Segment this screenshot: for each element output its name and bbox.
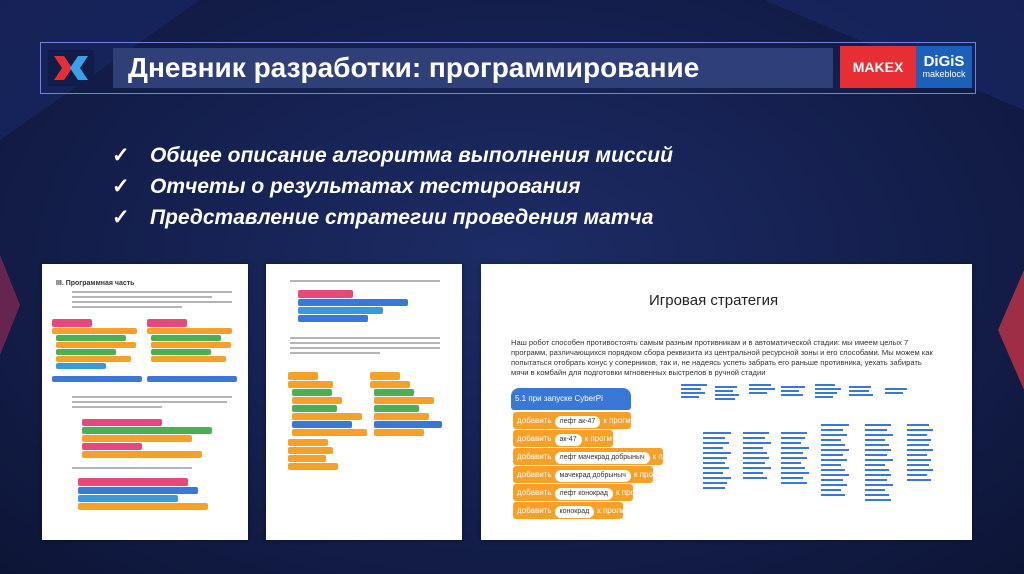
code-line (743, 467, 771, 469)
block-prefix: добавить (517, 488, 552, 497)
code-block (78, 487, 198, 494)
code-line (715, 390, 733, 392)
scratch-hat-block (511, 388, 631, 410)
hat-block-label: 5.1 при запуске CyberPi (515, 394, 603, 403)
code-line (715, 398, 735, 400)
brand-makex-logo: MAKEX (840, 46, 916, 88)
scratch-block-add (513, 430, 619, 447)
code-line (865, 454, 887, 456)
code-block (151, 342, 231, 348)
code-block (82, 435, 192, 442)
text-line (72, 291, 232, 293)
code-overview-columns (681, 384, 941, 524)
code-line (821, 469, 845, 471)
code-line (821, 429, 843, 431)
code-line (821, 479, 843, 481)
code-block (292, 405, 337, 412)
block-value: лефт мачекрад добрыныч (555, 452, 650, 464)
code-line (815, 384, 835, 386)
code-block (151, 349, 211, 355)
code-line (681, 392, 705, 394)
text-line (72, 396, 232, 398)
code-block (78, 478, 188, 486)
code-line (703, 452, 731, 454)
code-line (703, 447, 723, 449)
bullet-text: Отчеты о результатах тестирования (150, 175, 581, 198)
code-block (82, 443, 142, 450)
text-line (290, 352, 380, 354)
code-line (681, 388, 701, 390)
code-block (374, 421, 442, 428)
code-line (681, 396, 699, 398)
block-suffix: к прогм ▾ (597, 506, 631, 515)
brand-makeblock-text: makeblock (922, 69, 966, 79)
code-block (288, 381, 333, 388)
code-line (703, 457, 727, 459)
code-line (781, 472, 809, 474)
code-line (907, 444, 929, 446)
code-line (821, 489, 841, 491)
code-block (370, 372, 400, 380)
code-block (298, 315, 368, 322)
code-line (781, 482, 807, 484)
brand-digis-logo (916, 46, 972, 88)
doc3-title: Игровая стратегия (649, 292, 779, 309)
block-suffix: к прогм ▾ (584, 434, 619, 443)
code-block (288, 455, 326, 462)
code-block (288, 463, 338, 470)
block-value: ак-47 (555, 434, 582, 446)
code-line (907, 459, 931, 461)
code-block (147, 319, 187, 327)
check-icon: ✓ (112, 175, 130, 198)
text-line (290, 347, 440, 349)
code-block (82, 419, 162, 426)
code-line (749, 392, 767, 394)
code-line (743, 437, 765, 439)
code-block (82, 427, 212, 434)
code-line (865, 479, 887, 481)
decor-stripe-left-red (0, 255, 20, 355)
scratch-block-add (513, 448, 687, 465)
code-line (821, 444, 845, 446)
code-block (78, 495, 178, 502)
code-line (885, 388, 907, 390)
block-value: конокрад (555, 506, 595, 518)
code-line (865, 484, 893, 486)
code-line (781, 386, 805, 388)
code-line (907, 424, 929, 426)
block-suffix: к прогм ▾ (603, 416, 637, 425)
bullet-text: Общее описание алгоритма выполнения миссий (150, 144, 673, 167)
code-line (703, 472, 723, 474)
code-line (781, 437, 805, 439)
code-line (907, 434, 927, 436)
code-line (907, 449, 933, 451)
text-line (290, 280, 440, 282)
code-line (743, 442, 771, 444)
code-line (821, 424, 849, 426)
code-block (292, 397, 342, 404)
code-block (374, 413, 429, 420)
code-block (374, 429, 424, 436)
code-line (907, 454, 927, 456)
code-line (821, 494, 845, 496)
code-line (703, 482, 727, 484)
block-suffix: к прогм ▾ (633, 470, 668, 479)
code-line (781, 394, 803, 396)
code-line (849, 394, 873, 396)
text-line (72, 306, 182, 308)
code-block (56, 335, 126, 341)
code-line (743, 432, 769, 434)
code-line (907, 464, 929, 466)
code-line (781, 432, 807, 434)
code-block (292, 413, 362, 420)
code-line (865, 444, 889, 446)
code-block (288, 447, 333, 454)
scratch-block-add (513, 502, 631, 519)
code-line (703, 442, 729, 444)
code-block (288, 372, 318, 380)
code-block (78, 503, 208, 510)
code-line (781, 477, 803, 479)
code-line (743, 477, 767, 479)
code-block (56, 349, 116, 355)
code-block (292, 429, 367, 436)
code-line (821, 464, 841, 466)
code-line (703, 467, 729, 469)
code-block (298, 307, 383, 314)
code-line (781, 447, 809, 449)
code-line (703, 437, 725, 439)
code-line (865, 429, 887, 431)
scratch-block-add (513, 484, 650, 501)
bullet-item (112, 171, 673, 202)
code-block (374, 389, 414, 396)
makex-x-icon (48, 50, 94, 86)
bullet-list (112, 140, 673, 233)
code-block (82, 451, 202, 458)
code-block (292, 389, 332, 396)
code-line (781, 467, 805, 469)
code-line (743, 457, 769, 459)
code-line (815, 388, 841, 390)
code-line (781, 452, 803, 454)
code-line (743, 452, 767, 454)
block-suffix: к прогм ▾ (615, 488, 650, 497)
code-line (749, 388, 775, 390)
code-block (374, 405, 419, 412)
code-line (703, 487, 725, 489)
scratch-block-add (513, 466, 668, 483)
code-line (907, 469, 933, 471)
code-line (865, 489, 885, 491)
scratch-block-add (513, 412, 637, 429)
doc3-paragraph: Наш робот способен противостоять самым разным противникам и в автоматической стадии: мы имеем целых 7 программ, различающихся порядком сбора реквизита из центральной ресурсной зоны и его способами. Мы можем как попытаться отобрать конус у соперников, так и, не надеясь успеть забрать его раньше противника, уехать забирать мячи в комбайн для подготовки мгновенных выстрелов в ручной стадии (511, 338, 933, 377)
brand-digis-text: DiGiS (923, 53, 965, 70)
decor-stripe-right-red (998, 270, 1024, 390)
block-value: лефт конокрад (555, 488, 613, 500)
code-line (821, 459, 847, 461)
doc-page-strategy (481, 264, 972, 540)
code-line (865, 474, 891, 476)
text-line (72, 296, 212, 298)
code-line (865, 434, 893, 436)
code-line (815, 392, 837, 394)
bullet-item (112, 202, 673, 233)
code-line (821, 449, 849, 451)
code-line (865, 464, 885, 466)
code-block (147, 376, 237, 382)
code-line (849, 386, 871, 388)
text-line (72, 401, 227, 403)
makex-logo (48, 50, 94, 86)
check-icon: ✓ (112, 206, 130, 229)
code-line (865, 494, 889, 496)
code-block (298, 299, 408, 306)
code-block (374, 397, 434, 404)
code-line (907, 439, 931, 441)
code-line (865, 424, 891, 426)
code-block (292, 421, 352, 428)
block-value: лефт ак-47 (555, 416, 601, 428)
code-block (52, 319, 92, 327)
doc1-heading: III. Программная часть (56, 280, 135, 287)
code-line (821, 484, 847, 486)
code-block (56, 363, 106, 369)
code-line (821, 454, 843, 456)
code-block (56, 356, 131, 362)
bullet-text: Представление стратегии проведения матча (150, 206, 654, 229)
code-block (370, 381, 410, 388)
code-line (781, 442, 801, 444)
block-prefix: добавить (517, 506, 552, 515)
block-prefix: добавить (517, 470, 552, 479)
code-line (781, 390, 799, 392)
code-line (865, 499, 891, 501)
code-line (703, 477, 731, 479)
doc-page-programming (42, 264, 248, 540)
block-prefix: добавить (517, 452, 552, 461)
code-block (147, 328, 232, 334)
code-block (151, 335, 221, 341)
check-icon: ✓ (112, 144, 130, 167)
text-line (72, 406, 162, 408)
text-line (290, 342, 440, 344)
code-block (56, 342, 136, 348)
code-line (865, 439, 885, 441)
block-prefix: добавить (517, 434, 552, 443)
code-line (743, 447, 763, 449)
code-line (715, 394, 739, 396)
code-block (151, 356, 226, 362)
text-line (72, 467, 192, 469)
code-block (52, 376, 142, 382)
block-value: мачекрад добрыныч (555, 470, 631, 482)
doc-page-testing (266, 264, 462, 540)
code-line (865, 459, 893, 461)
code-line (703, 432, 731, 434)
code-line (865, 449, 891, 451)
code-block (52, 328, 137, 334)
code-line (907, 479, 931, 481)
code-block (288, 439, 328, 446)
code-line (743, 472, 763, 474)
code-line (849, 390, 869, 392)
code-line (703, 462, 725, 464)
text-line (290, 337, 440, 339)
code-line (749, 384, 771, 386)
code-line (821, 439, 841, 441)
code-block (298, 290, 353, 298)
code-line (781, 457, 807, 459)
code-line (781, 462, 801, 464)
block-suffix: к прогм ▾ (652, 452, 687, 461)
block-prefix: добавить (517, 416, 552, 425)
code-line (815, 396, 833, 398)
code-line (681, 384, 707, 386)
code-line (743, 462, 765, 464)
code-line (865, 469, 889, 471)
bullet-item (112, 140, 673, 171)
code-line (821, 474, 849, 476)
code-line (885, 392, 903, 394)
code-line (907, 429, 933, 431)
page-title: Дневник разработки: программирование (128, 52, 700, 83)
text-line (72, 301, 232, 303)
code-line (821, 434, 847, 436)
code-line (715, 386, 737, 388)
code-line (907, 474, 927, 476)
